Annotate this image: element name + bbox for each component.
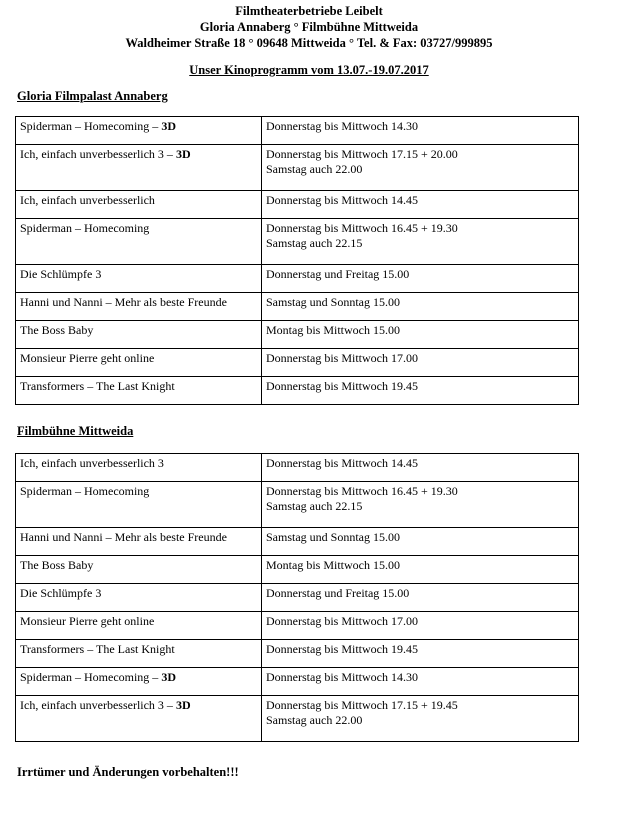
film-title-cell bbox=[16, 265, 262, 293]
cinema-names: Gloria Annaberg ° Filmbühne Mittweida bbox=[199, 20, 419, 34]
showtime-line: Montag bis Mittwoch 15.00 bbox=[266, 558, 400, 572]
disclaimer: Irrtümer und Änderungen vorbehalten!!! bbox=[17, 765, 239, 779]
showtimes-cell bbox=[262, 321, 579, 349]
film-title: Spiderman – Homecoming – bbox=[20, 119, 162, 133]
film-title: Hanni und Nanni – Mehr als beste Freunde bbox=[20, 530, 227, 544]
showtime-line: Donnerstag bis Mittwoch 14.30 bbox=[266, 119, 418, 133]
film-title: Ich, einfach unverbesserlich bbox=[20, 193, 155, 207]
showtime-line: Montag bis Mittwoch 15.00 bbox=[266, 323, 400, 337]
film-title-cell bbox=[16, 556, 262, 584]
film-title-cell bbox=[16, 377, 262, 405]
table-row bbox=[16, 528, 579, 556]
showtimes-cell bbox=[262, 377, 579, 405]
table-row bbox=[16, 219, 579, 265]
showtime-line: Donnerstag bis Mittwoch 17.15 + 20.00 bbox=[266, 147, 458, 161]
table-row bbox=[16, 117, 579, 145]
showtime-line: Samstag auch 22.00 bbox=[266, 713, 363, 727]
format-3d-badge: 3D bbox=[161, 119, 176, 133]
table-row bbox=[16, 265, 579, 293]
showtime-line: Donnerstag bis Mittwoch 14.45 bbox=[266, 456, 418, 470]
film-title: The Boss Baby bbox=[20, 323, 94, 337]
table-row bbox=[16, 321, 579, 349]
film-title-cell bbox=[16, 219, 262, 265]
film-title: Die Schlümpfe 3 bbox=[20, 586, 102, 600]
schedule-table-filmbuehne bbox=[15, 453, 579, 742]
film-title-cell bbox=[16, 293, 262, 321]
showtime-line: Samstag und Sonntag 15.00 bbox=[266, 530, 400, 544]
showtime-line: Samstag auch 22.00 bbox=[266, 162, 363, 176]
table-row bbox=[16, 377, 579, 405]
format-3d-badge: 3D bbox=[175, 698, 191, 712]
film-title-cell bbox=[16, 454, 262, 482]
table-row bbox=[16, 556, 579, 584]
film-title: Hanni und Nanni – Mehr als beste Freunde bbox=[20, 295, 227, 309]
showtime-line: Samstag und Sonntag 15.00 bbox=[266, 295, 400, 309]
film-title-cell bbox=[16, 668, 262, 696]
showtimes-cell bbox=[262, 556, 579, 584]
showtime-line: Donnerstag und Freitag 15.00 bbox=[266, 267, 410, 281]
table-row bbox=[16, 349, 579, 377]
table-row bbox=[16, 584, 579, 612]
table-row bbox=[16, 191, 579, 219]
company-name: Filmtheaterbetriebe Leibelt bbox=[235, 4, 383, 18]
showtimes-cell bbox=[262, 640, 579, 668]
film-title-cell bbox=[16, 482, 262, 528]
film-title: Spiderman – Homecoming bbox=[20, 484, 150, 498]
table-row bbox=[16, 482, 579, 528]
schedule-body bbox=[16, 117, 579, 405]
showtimes-cell bbox=[262, 117, 579, 145]
film-title-cell bbox=[16, 321, 262, 349]
showtime-line: Donnerstag bis Mittwoch 17.15 + 19.45 bbox=[266, 698, 458, 712]
showtime-line: Donnerstag bis Mittwoch 14.45 bbox=[266, 193, 418, 207]
schedule-body bbox=[16, 454, 579, 742]
showtimes-cell bbox=[262, 612, 579, 640]
program-title: Unser Kinoprogramm vom 13.07.-19.07.2017 bbox=[189, 63, 429, 77]
showtimes-cell bbox=[262, 219, 579, 265]
showtimes-cell bbox=[262, 265, 579, 293]
showtime-line: Donnerstag bis Mittwoch 19.45 bbox=[266, 379, 418, 393]
showtimes-cell bbox=[262, 584, 579, 612]
schedule-table-gloria bbox=[15, 116, 579, 405]
table-row bbox=[16, 145, 579, 191]
film-title-cell bbox=[16, 145, 262, 191]
showtime-line: Donnerstag bis Mittwoch 16.45 + 19.30 bbox=[266, 484, 458, 498]
film-title: Ich, einfach unverbesserlich 3 – bbox=[20, 698, 176, 712]
film-title-cell bbox=[16, 349, 262, 377]
showtime-line: Samstag auch 22.15 bbox=[266, 499, 363, 513]
showtimes-cell bbox=[262, 191, 579, 219]
film-title-cell bbox=[16, 612, 262, 640]
showtimes-cell bbox=[262, 349, 579, 377]
film-title-cell bbox=[16, 696, 262, 742]
table-row bbox=[16, 454, 579, 482]
showtime-line: Donnerstag und Freitag 15.00 bbox=[266, 586, 410, 600]
document-header bbox=[0, 0, 618, 51]
film-title: The Boss Baby bbox=[20, 558, 94, 572]
film-title: Monsieur Pierre geht online bbox=[20, 351, 155, 365]
showtimes-cell bbox=[262, 528, 579, 556]
film-title: Ich, einfach unverbesserlich 3 bbox=[20, 456, 164, 470]
film-title: Spiderman – Homecoming – bbox=[20, 670, 162, 684]
film-title-cell bbox=[16, 584, 262, 612]
table-row bbox=[16, 668, 579, 696]
film-title: Monsieur Pierre geht online bbox=[20, 614, 155, 628]
showtime-line: Donnerstag bis Mittwoch 14.30 bbox=[266, 670, 418, 684]
film-title: Die Schlümpfe 3 bbox=[20, 267, 102, 281]
film-title: Ich, einfach unverbesserlich 3 – bbox=[20, 147, 176, 161]
showtime-line: Samstag auch 22.15 bbox=[266, 236, 363, 250]
showtimes-cell bbox=[262, 145, 579, 191]
film-title: Transformers – The Last Knight bbox=[20, 642, 175, 656]
showtime-line: Donnerstag bis Mittwoch 19.45 bbox=[266, 642, 418, 656]
table-row bbox=[16, 612, 579, 640]
contact-address: Waldheimer Straße 18 ° 09648 Mittweida ° Tel. & Fax: 03727/999895 bbox=[125, 36, 493, 50]
showtimes-cell bbox=[262, 482, 579, 528]
section-title-filmbuehne: Filmbühne Mittweida bbox=[17, 424, 134, 438]
table-row bbox=[16, 696, 579, 742]
table-row bbox=[16, 293, 579, 321]
showtime-line: Donnerstag bis Mittwoch 16.45 + 19.30 bbox=[266, 221, 458, 235]
film-title: Transformers – The Last Knight bbox=[20, 379, 175, 393]
format-3d-badge: 3D bbox=[161, 670, 176, 684]
section-title-gloria: Gloria Filmpalast Annaberg bbox=[17, 89, 168, 103]
showtimes-cell bbox=[262, 668, 579, 696]
film-title-cell bbox=[16, 191, 262, 219]
table-row bbox=[16, 640, 579, 668]
showtime-line: Donnerstag bis Mittwoch 17.00 bbox=[266, 351, 418, 365]
film-title-cell bbox=[16, 117, 262, 145]
showtimes-cell bbox=[262, 696, 579, 742]
film-title: Spiderman – Homecoming bbox=[20, 221, 150, 235]
film-title-cell bbox=[16, 528, 262, 556]
film-title-cell bbox=[16, 640, 262, 668]
showtime-line: Donnerstag bis Mittwoch 17.00 bbox=[266, 614, 418, 628]
showtimes-cell bbox=[262, 293, 579, 321]
format-3d-badge: 3D bbox=[175, 147, 191, 161]
showtimes-cell bbox=[262, 454, 579, 482]
